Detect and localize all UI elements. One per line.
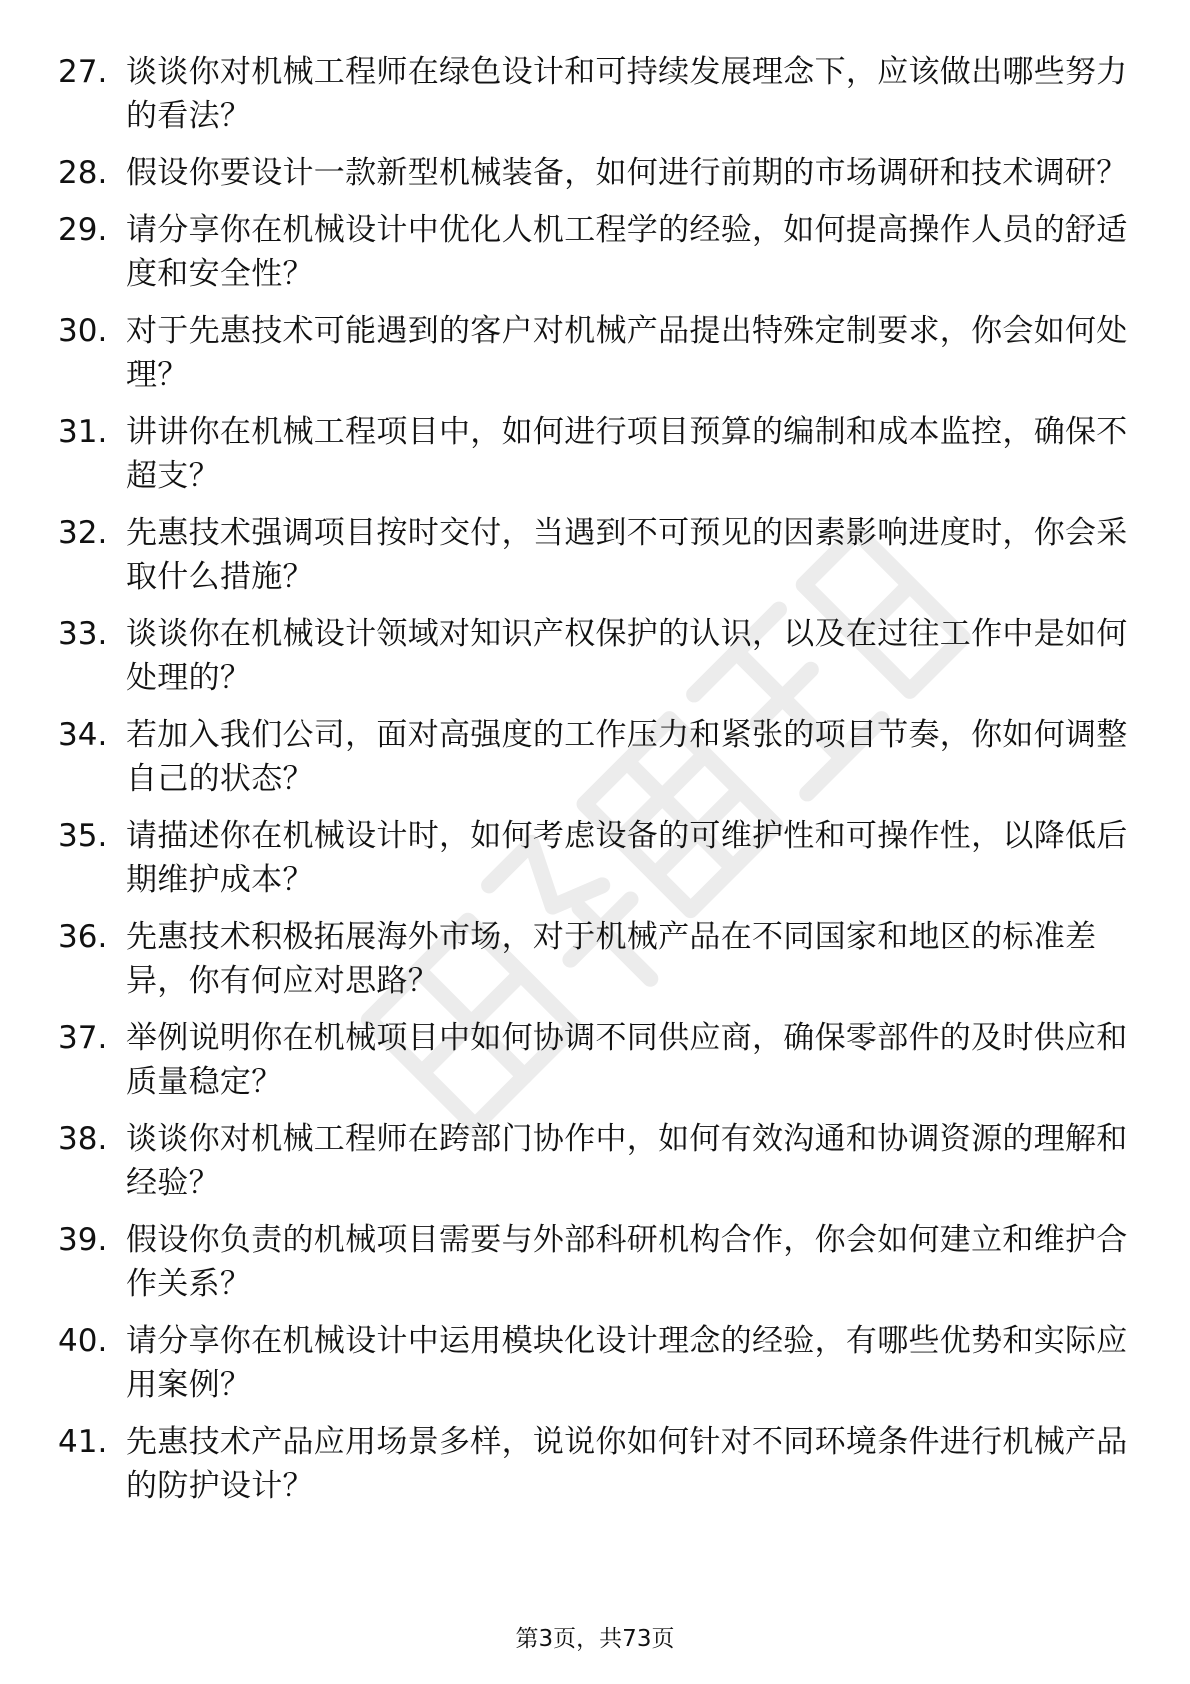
question-item: [58, 50, 1138, 138]
question-text: 请分享你在机械设计中运用模块化设计理念的经验，有哪些优势和实际应用案例？: [126, 1323, 1128, 1403]
question-text: 请分享你在机械设计中优化人机工程学的经验，如何提高操作人员的舒适度和安全性？: [126, 212, 1128, 292]
question-text: 对于先惠技术可能遇到的客户对机械产品提出特殊定制要求，你会如何处理？: [126, 313, 1128, 393]
question-text: 若加入我们公司，面对高强度的工作压力和紧张的项目节奏，你如何调整自己的状态？: [126, 717, 1128, 797]
question-text: 先惠技术积极拓展海外市场，对于机械产品在不同国家和地区的标准差异，你有何应对思路？: [126, 919, 1097, 999]
question-text: 举例说明你在机械项目中如何协调不同供应商，确保零部件的及时供应和质量稳定？: [126, 1020, 1128, 1100]
question-number: 40.: [58, 1323, 108, 1359]
question-number: 39.: [58, 1222, 108, 1258]
question-number: 37.: [58, 1020, 108, 1056]
question-number: 34.: [58, 717, 108, 753]
question-number: 35.: [58, 818, 108, 854]
question-number: 33.: [58, 616, 108, 652]
question-text: 谈谈你在机械设计领域对知识产权保护的认识，以及在过往工作中是如何处理的？: [126, 616, 1128, 696]
question-text: 谈谈你对机械工程师在跨部门协作中，如何有效沟通和协调资源的理解和经验？: [126, 1121, 1128, 1201]
question-number: 36.: [58, 919, 108, 955]
question-text: 谈谈你对机械工程师在绿色设计和可持续发展理念下，应该做出哪些努力的看法？: [126, 54, 1128, 134]
question-item: [58, 1319, 1138, 1407]
question-item: [58, 208, 1138, 296]
question-number: 41.: [58, 1424, 108, 1460]
question-number: 31.: [58, 414, 108, 450]
question-item: [58, 410, 1138, 498]
question-number: 38.: [58, 1121, 108, 1157]
question-number: 28.: [58, 155, 108, 191]
question-text: 讲讲你在机械工程项目中，如何进行项目预算的编制和成本监控，确保不超支？: [126, 414, 1128, 494]
question-text: 假设你负责的机械项目需要与外部科研机构合作，你会如何建立和维护合作关系？: [126, 1222, 1128, 1302]
question-item: [58, 1218, 1138, 1306]
question-item: [58, 713, 1138, 801]
question-text: 先惠技术产品应用场景多样，说说你如何针对不同环境条件进行机械产品的防护设计？: [126, 1424, 1128, 1504]
question-text: 请描述你在机械设计时，如何考虑设备的可维护性和可操作性，以降低后期维护成本？: [126, 818, 1128, 898]
question-item: [58, 915, 1138, 1003]
question-text: 先惠技术强调项目按时交付，当遇到不可预见的因素影响进度时，你会采取什么措施？: [126, 515, 1128, 595]
page-number-footer: 第3页，共73页: [515, 1626, 675, 1652]
question-item: [58, 309, 1138, 397]
question-number: 30.: [58, 313, 108, 349]
question-item: [58, 1016, 1138, 1104]
question-item: [58, 1117, 1138, 1205]
question-item: [58, 814, 1138, 902]
question-number: 32.: [58, 515, 108, 551]
question-number: 29.: [58, 212, 108, 248]
question-item: [58, 511, 1138, 599]
question-item: [58, 151, 1138, 195]
question-number: 27.: [58, 54, 108, 90]
question-list: [58, 50, 1138, 1521]
question-item: [58, 1420, 1138, 1508]
question-item: [58, 612, 1138, 700]
question-text: 假设你要设计一款新型机械装备，如何进行前期的市场调研和技术调研？: [126, 155, 1128, 191]
